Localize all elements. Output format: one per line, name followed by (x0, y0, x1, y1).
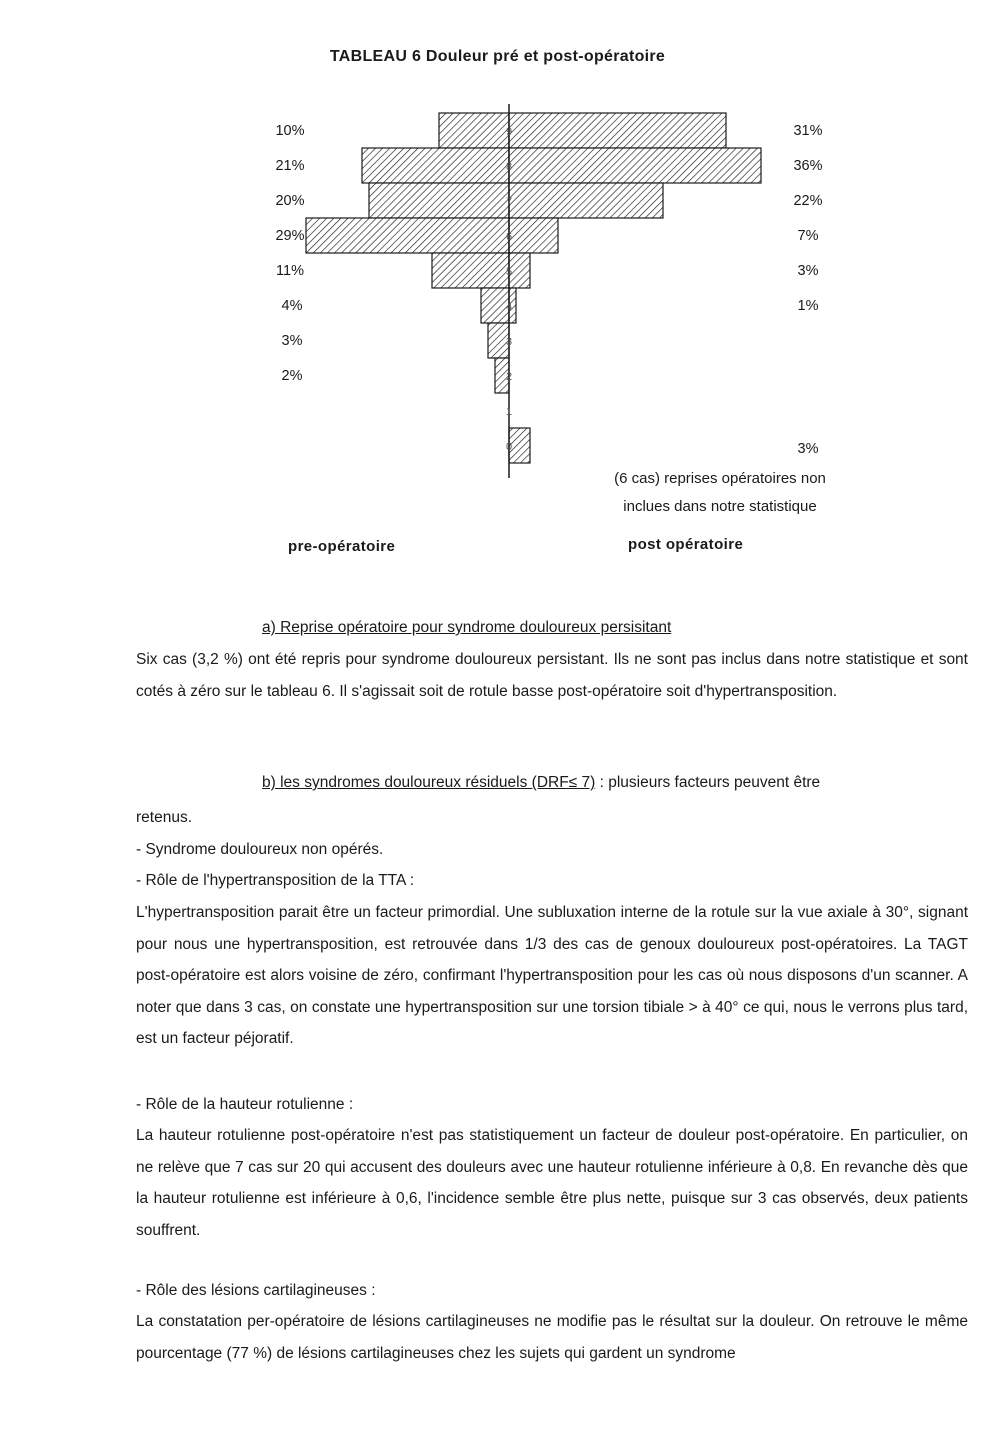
score-tick-9: 9 (505, 126, 513, 138)
score-tick-0: 0 (505, 441, 513, 453)
post-bar-5 (509, 253, 530, 288)
pre-bar-6 (306, 218, 509, 253)
section-b-heading: b) les syndromes douloureux résiduels (DRF≤ 7) (262, 774, 596, 791)
score-tick-4: 4 (505, 301, 513, 313)
pre-value-label-6: 29% (275, 228, 305, 244)
score-tick-5: 5 (505, 266, 513, 278)
score-tick-2: 2 (505, 371, 513, 383)
list-item-patellar-height: - Rôle de la hauteur rotulienne : (136, 1096, 354, 1113)
score-tick-8: 8 (505, 161, 513, 173)
section-a-heading: a) Reprise opératoire pour syndrome douloureux persisitant (262, 619, 672, 636)
pre-value-label-8: 21% (275, 158, 305, 174)
post-bar-0 (509, 428, 530, 463)
post-value-label-5: 3% (797, 263, 819, 279)
score-tick-3: 3 (505, 336, 513, 348)
section-b-continuation: retenus. (136, 809, 193, 826)
pre-value-label-4: 4% (281, 298, 303, 314)
section-b-heading-tail: : plusieurs facteurs peuvent être (595, 774, 821, 791)
list-item-cartilage: - Rôle des lésions cartilagineuses : (136, 1282, 376, 1299)
score-tick-6: 6 (505, 231, 513, 243)
pre-bar-5 (432, 253, 509, 288)
pre-value-label-5: 11% (276, 263, 304, 279)
post-value-label-0: 3% (797, 441, 819, 457)
hypertransposition-paragraph (136, 897, 968, 1055)
post-operative-label: post opératoire (628, 536, 744, 553)
cartilage-body: La constatation per-opératoire de lésions cartilagineuses ne modifie pas le résultat sur la douleur. On retrouve le même pourcentage (77 %) de lésions cartilagineuses chez les sujets qui gardent un syndrome (136, 1313, 968, 1362)
post-value-label-8: 36% (793, 158, 823, 174)
pre-bar-9 (439, 113, 509, 148)
pre-bar-8 (362, 148, 509, 183)
list-item-hypertransposition: - Rôle de l'hypertransposition de la TTA : (136, 872, 415, 889)
post-value-label-4: 1% (797, 298, 819, 314)
post-bar-6 (509, 218, 558, 253)
table-title: TABLEAU 6 Douleur pré et post-opératoire (329, 48, 666, 65)
post-value-label-6: 7% (797, 228, 819, 244)
post-bar-9 (509, 113, 726, 148)
patellar-height-paragraph (136, 1120, 968, 1246)
pre-value-label-3: 3% (281, 333, 303, 349)
section-a-paragraph (136, 644, 968, 707)
section-a-body: Six cas (3,2 %) ont été repris pour syndrome douloureux persistant. Ils ne sont pas inclus dans notre statistique et sont cotés à zéro sur le tableau 6. Il s'agissait soit de rotule basse post-opératoire soit d'hypertransposition. (136, 651, 968, 700)
post-value-label-7: 22% (793, 193, 823, 209)
chart-note-line1: (6 cas) reprises opératoires non (614, 470, 826, 487)
pre-bar-4 (481, 288, 509, 323)
list-item-non-operated: - Syndrome douloureux non opérés. (136, 841, 384, 858)
score-tick-1: 1 (505, 406, 513, 418)
score-tick-7: 7 (505, 196, 513, 208)
pre-value-label-7: 20% (275, 193, 305, 209)
pre-operative-label: pre-opératoire (288, 538, 396, 555)
pre-bar-7 (369, 183, 509, 218)
post-value-label-9: 31% (793, 123, 823, 139)
hypertransposition-body: L'hypertransposition parait être un facteur primordial. Une subluxation interne de la rotule sur la vue axiale à 30°, signant pour nous une hypertransposition, est retrouvée dans 1/3 des cas de genoux douloureux post-opératoires. La TAGT post-opératoire est alors voisine de zéro, confirmant l'hypertransposition pour les cas où nous disposons d'un scanner. A noter que dans 3 cas, on constate une hypertransposition sur une torsion tibiale > à 40° ce qui, nous le verrons plus tard, est un facteur péjoratif. (136, 904, 968, 1047)
cartilage-paragraph (136, 1306, 968, 1369)
patellar-height-body: La hauteur rotulienne post-opératoire n'est pas statistiquement un facteur de douleur post-opératoire. En particulier, on ne relève que 7 cas sur 20 qui accusent des douleurs avec une hauteur rotulienne inférieure à 0,8. En revanche dès que la hauteur rotulienne est inférieure à 0,6, l'incidence semble être plus nette, puisque sur 3 cas observés, deux patients souffrent. (136, 1127, 968, 1239)
pre-value-label-9: 10% (275, 123, 305, 139)
section-b-heading-line (262, 774, 968, 792)
pre-value-label-2: 2% (281, 368, 303, 384)
post-bar-8 (509, 148, 761, 183)
chart-note-line2: inclues dans notre statistique (623, 498, 817, 515)
post-bar-7 (509, 183, 663, 218)
